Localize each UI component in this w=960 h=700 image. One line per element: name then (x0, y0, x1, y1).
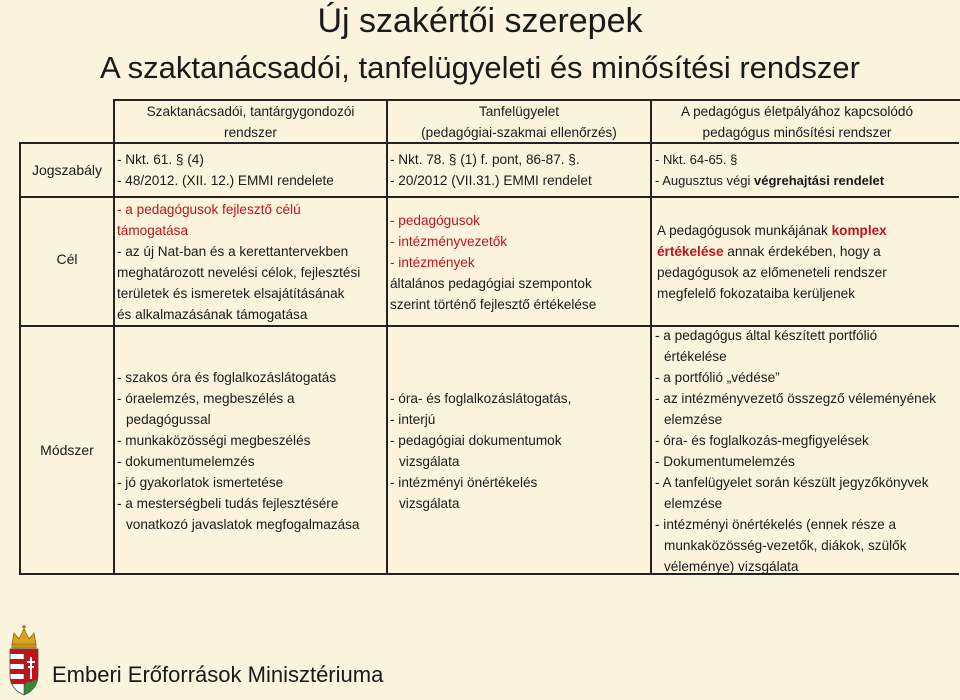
header-col-szaktanacsadas: Szaktanácsadói, tantárgygondozói rendszer (146, 104, 355, 140)
cel-col1: - a pedagógusok fejlesztő célú támogatása - az új Nat-ban és a kerettantervekben meghatározott nevelési célok, fejlesztési területek és ismeretek elsajátításának és alkalmazásának támogatása (117, 202, 361, 322)
coat-of-arms-icon (4, 625, 44, 697)
jogszabaly-col2: - Nkt. 78. § (1) f. pont, 86-87. §. - 20/2012 (VII.31.) EMMI rendelet (390, 152, 592, 188)
modszer-col1: - szakos óra és foglalkozáslátogatás - óraelemzés, megbeszélés a pedagógussal - munkaközösségi megbeszélés - dokumentumelemzés - jó gyakorlatok ismertetése - a mesterségbeli tudás fejlesztésére vonatkozó javaslatok megfogalmazása (117, 370, 360, 532)
modszer-col2: - óra- és foglalkozáslátogatás, - interjú - pedagógiai dokumentumok vizsgálata - intézményi önértékelés vizsgálata (390, 391, 572, 511)
row-label-modszer: Módszer (40, 442, 94, 458)
cel-col3: A pedagógusok munkájának komplex értékelése annak érdekében, hogy a pedagógusok az előmeneteli rendszer megfelelő fokozataiba kerüljenek (657, 223, 887, 301)
table-rule (386, 99, 388, 574)
jogszabaly-col1: - Nkt. 61. § (4) - 48/2012. (XII. 12.) EMMI rendelete (117, 152, 334, 188)
table-rule (113, 99, 115, 574)
row-label-cel: Cél (56, 251, 78, 267)
ministry-name: Emberi Erőforrások Minisztériuma (52, 662, 384, 687)
header-col-minosites: A pedagógus életpályához kapcsolódó pedagógus minősítési rendszer (680, 104, 914, 140)
modszer-col3: - a pedagógus által készített portfólió értékelése - a portfólió „védése” - az intézményvezető összegző véleményének elemzése - óra- és foglalkozás-megfigyelések - Dokumentumelemzés - A tanfelügyelet során készült jegyzőkönyvek elemzése - intézményi önértékelés (ennek része a munkaközösség-vezetők, diákok, szülők véleménye) vizsgálata (655, 328, 937, 574)
comparison-table (19, 99, 959, 574)
header-col-tanfelugyelet: Tanfelügyelet (pedagógiai-szakmai ellenőrzés) (421, 104, 617, 140)
table-rule (19, 142, 21, 574)
row-label-jogszabaly: Jogszabály (31, 162, 103, 178)
jogszabaly-col3: - Nkt. 64-65. § - Augusztus végi végrehajtási rendelet (655, 152, 885, 188)
page-subtitle: A szaktanácsadói, tanfelügyeleti és minősítési rendszer (100, 50, 860, 85)
table-rule (19, 196, 959, 198)
page-title: Új szakértői szerepek (317, 2, 643, 40)
table-rule (650, 99, 652, 574)
cel-col2: - pedagógusok - intézményvezetők - intézmények általános pedagógiai szempontok szerint történő fejlesztő értékelése (390, 213, 597, 312)
